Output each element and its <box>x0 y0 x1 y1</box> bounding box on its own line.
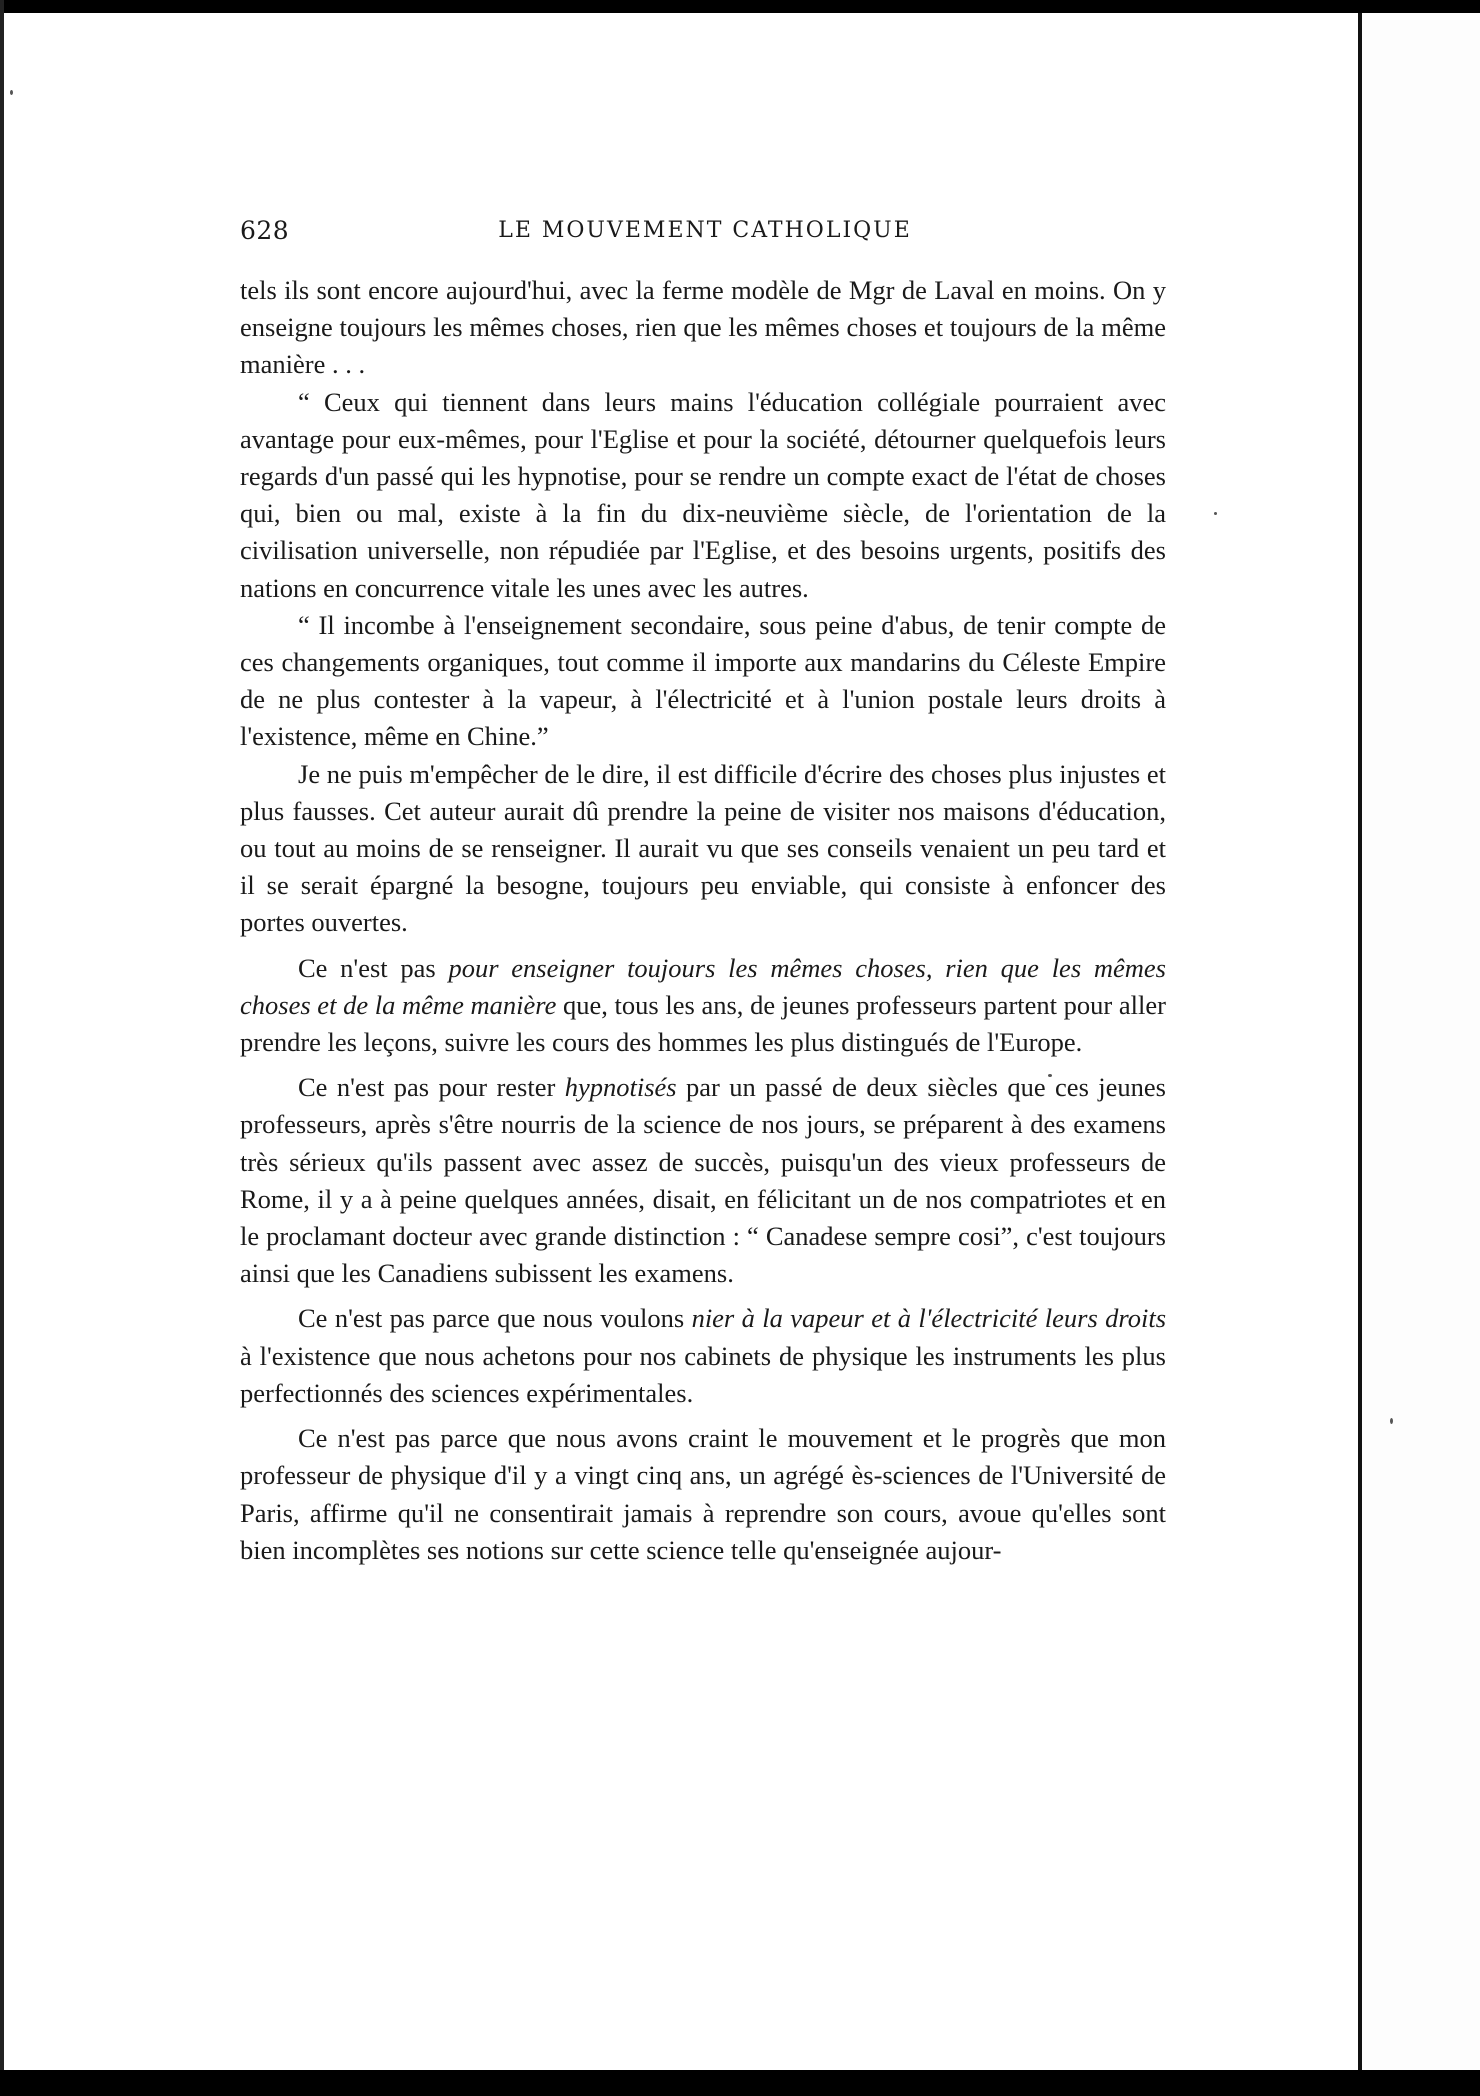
running-title: LE MOUVEMENT CATHOLIQUE <box>498 218 912 243</box>
scan-bottom-border <box>0 2070 1480 2096</box>
italic-text: hypnotisés <box>564 1072 677 1103</box>
paragraph-text: par un passé de deux siècles que ces jeunes professeurs, après s'être nourris de la science de nos jours, se préparent à des examens très sérieux qu'ils passent avec assez de succès, puisqu'un des vieux professeurs de Rome, il y a à peine quelques années, disait, en félicitant un de nos compatriotes et en le proclamant docteur avec grande distinction : “ Canadese sempre cosi”, c'est toujours ainsi que les Canadiens subissent les examens. <box>240 1072 1166 1289</box>
scan-left-edge <box>0 0 4 2096</box>
paragraph-text: tels ils sont encore aujourd'hui, avec la ferme modèle de Mgr de Laval en moins. On y enseigne toujours les mêmes choses, rien que les mêmes choses et toujours de la même manière . . . <box>240 275 1166 380</box>
paragraph-text: “ Ceux qui tiennent dans leurs mains l'éducation collégiale pourraient avec avantage pour eux-mêmes, pour l'Eglise et pour la société, détourner quelquefois leurs regards d'un passé qui les hypnotise, pour se rendre un compte exact de l'état de choses qui, bien ou mal, existe à la fin du dix-neuvième siècle, de l'orientation de la civilisation universelle, non répudiée par l'Eglise, et des besoins urgents, positifs des nations en concurrence vitale les unes avec les autres. <box>240 386 1166 603</box>
paragraph <box>240 607 1166 756</box>
paragraph-text: Ce n'est pas parce que nous voulons <box>298 1303 692 1334</box>
paragraph-text: Ce n'est pas <box>298 952 449 983</box>
italic-text: nier à la vapeur et à l'électricité leurs droits <box>691 1303 1167 1334</box>
paragraph-text: Je ne puis m'empêcher de le dire, il est difficile d'écrire des choses plus injustes et plus fausses. Cet auteur aurait dû prendre la peine de visiter nos maisons d'éducation, ou tout au moins de se renseigner. Il aurait vu que ses conseils venaient un peu tard et il se serait épargné la besogne, toujours peu enviable, qui consiste à enfoncer des portes ouvertes. <box>240 758 1166 938</box>
scan-top-border <box>0 0 1480 13</box>
scan-speck <box>10 90 13 95</box>
paragraph <box>240 756 1166 942</box>
page-header <box>240 216 1170 250</box>
adjacent-page-strip <box>1362 13 1480 2070</box>
paragraph <box>240 950 1166 1062</box>
scan-speck <box>1390 1418 1393 1424</box>
paragraph <box>240 1300 1166 1412</box>
paragraph <box>240 272 1166 384</box>
italic-text: pour enseigner toujours les mêmes choses, rien que les mêmes choses et de la même manière <box>240 952 1166 1020</box>
paragraph <box>240 384 1166 607</box>
body-text <box>240 272 1166 1569</box>
paragraph <box>240 1069 1166 1292</box>
paragraph-text: Ce n'est pas pour rester <box>298 1072 565 1103</box>
page-number: 628 <box>240 216 290 245</box>
paragraph-text: que, tous les ans, de jeunes professeurs partent pour aller prendre les leçons, suivre les cours des hommes les plus distingués de l'Europe. <box>240 989 1166 1058</box>
paragraph-text: “ Il incombe à l'enseignement secondaire, sous peine d'abus, de tenir compte de ces changements organiques, tout comme il importe aux mandarins du Céleste Empire de ne plus contester à la vapeur, à l'électricité et à l'union postale leurs droits à l'existence, même en Chine.” <box>240 609 1166 752</box>
paragraph <box>240 1420 1166 1569</box>
paragraph-text: Ce n'est pas parce que nous avons craint le mouvement et le progrès que mon professeur de physique d'il y a vingt cinq ans, un agrégé ès-sciences de l'Université de Paris, affirme qu'il ne consentirait jamais à reprendre son cours, avoue qu'elles sont bien incomplètes ses notions sur cette science telle qu'enseignée aujour- <box>240 1423 1166 1565</box>
scan-speck <box>1214 512 1217 515</box>
paragraph-text: à l'existence que nous achetons pour nos cabinets de physique les instruments les plus perfectionnés des sciences expérimentales. <box>240 1340 1166 1408</box>
